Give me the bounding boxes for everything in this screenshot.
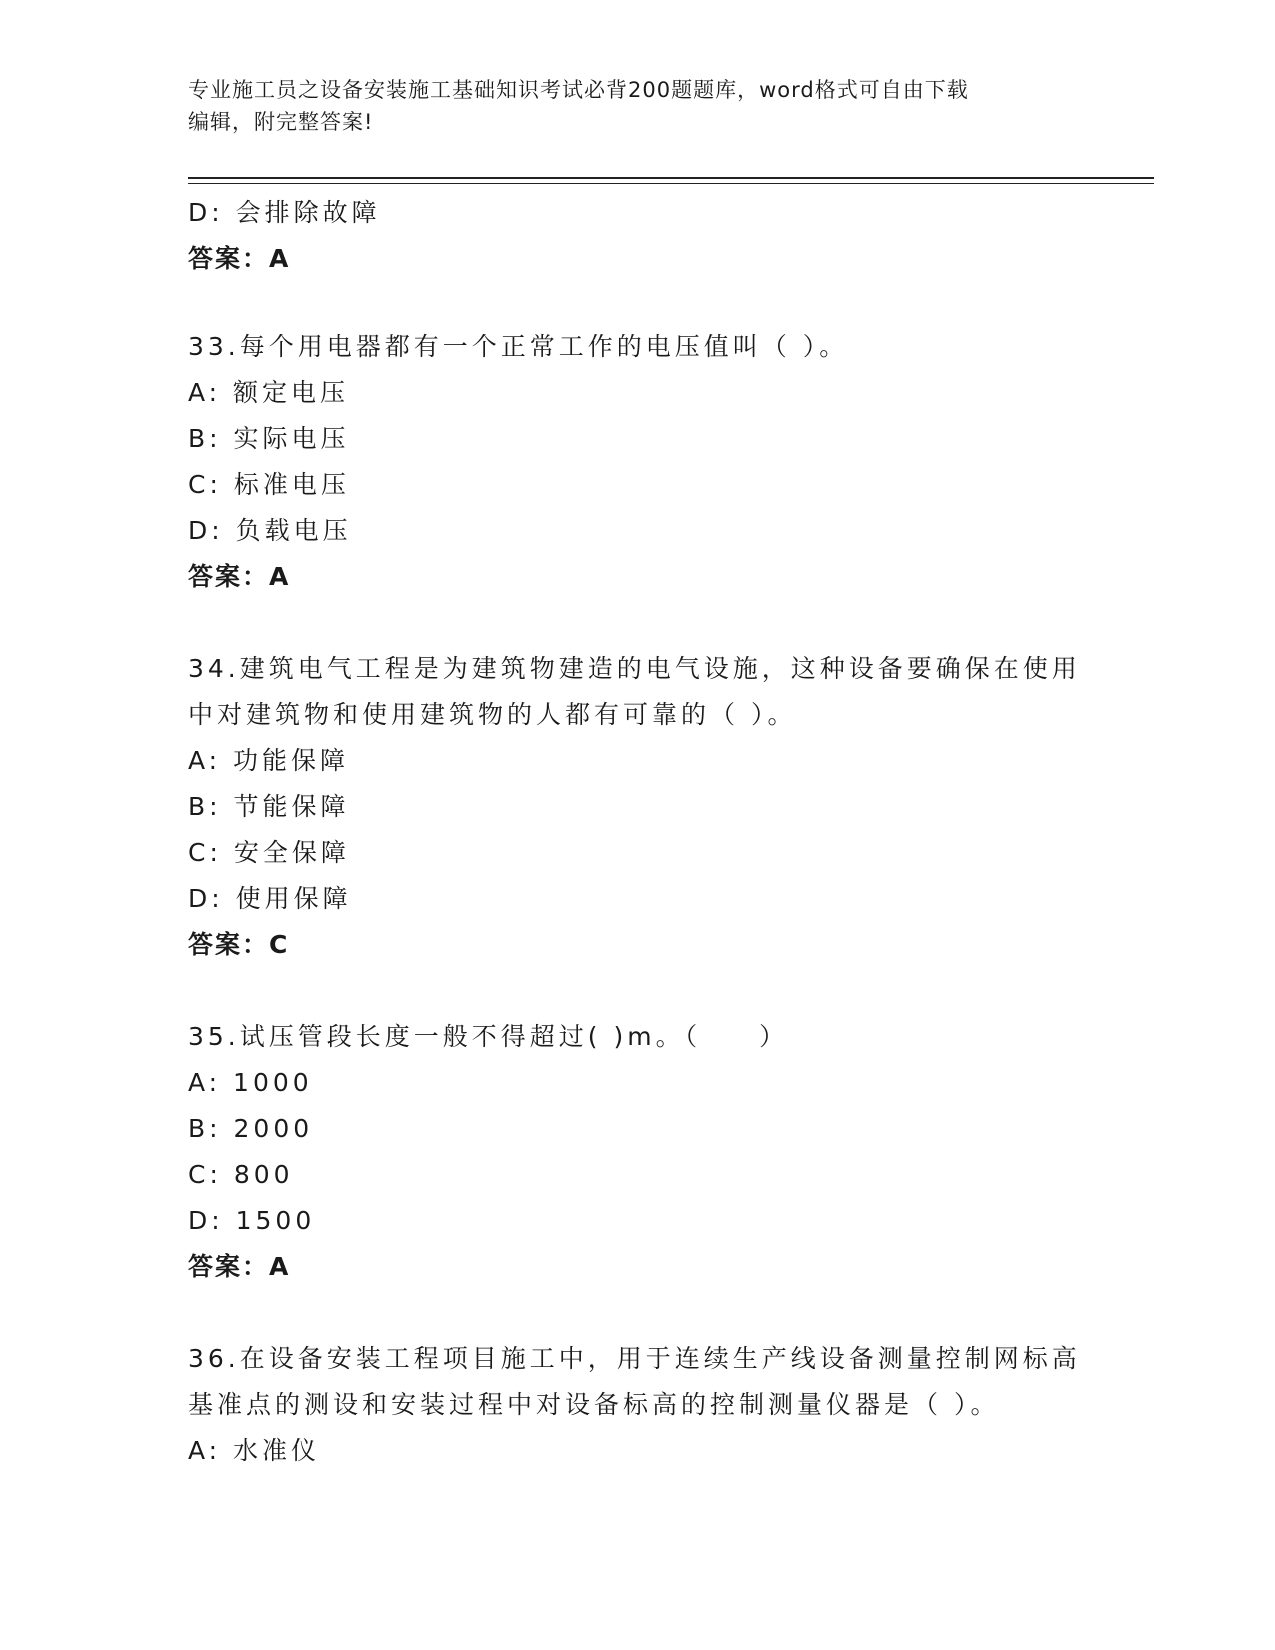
question-stem-continued: 中对建筑物和使用建筑物的人都有可靠的（ ）。: [188, 700, 797, 729]
option-d: D: 会排除故障: [188, 198, 381, 227]
header-divider-thick: [188, 177, 1154, 179]
option-d: D: 1500: [188, 1206, 316, 1235]
option-c: C: 标准电压: [188, 470, 350, 499]
question-36: [188, 1336, 1088, 1474]
answer-label: 答案：C: [188, 930, 290, 959]
question-stem: 36.在设备安装工程项目施工中，用于连续生产线设备测量控制网标高: [188, 1344, 1081, 1373]
option-b: B: 节能保障: [188, 792, 350, 821]
question-33: [188, 324, 1088, 600]
option-a: A: 功能保障: [188, 746, 350, 775]
answer-label: 答案：A: [188, 244, 291, 273]
header-line-1: 专业施工员之设备安装施工基础知识考试必背200题题库，word格式可自由下载: [188, 78, 969, 102]
option-b: B: 实际电压: [188, 424, 350, 453]
answer-label: 答案：A: [188, 562, 291, 591]
document-header: [188, 74, 1088, 138]
question-stem: 34.建筑电气工程是为建筑物建造的电气设施，这种设备要确保在使用: [188, 654, 1081, 683]
question-stem: 33.每个用电器都有一个正常工作的电压值叫（ ）。: [188, 332, 849, 361]
header-divider-thin: [188, 183, 1154, 184]
option-a: A: 水准仪: [188, 1436, 321, 1465]
question-stem-continued: 基准点的测设和安装过程中对设备标高的控制测量仪器是（ ）。: [188, 1390, 1000, 1419]
answer-label: 答案：A: [188, 1252, 291, 1281]
question-34: [188, 646, 1088, 968]
option-c: C: 安全保障: [188, 838, 350, 867]
option-d: D: 负载电压: [188, 516, 352, 545]
option-c: C: 800: [188, 1160, 294, 1189]
option-a: A: 额定电压: [188, 378, 350, 407]
option-b: B: 2000: [188, 1114, 314, 1143]
question-35: [188, 1014, 1088, 1290]
header-line-2: 编辑，附完整答案!: [188, 110, 374, 134]
option-d: D: 使用保障: [188, 884, 352, 913]
question-list: [188, 190, 1088, 1474]
question-stem: 35.试压管段长度一般不得超过( )m。（ ）: [188, 1022, 789, 1051]
option-a: A: 1000: [188, 1068, 313, 1097]
